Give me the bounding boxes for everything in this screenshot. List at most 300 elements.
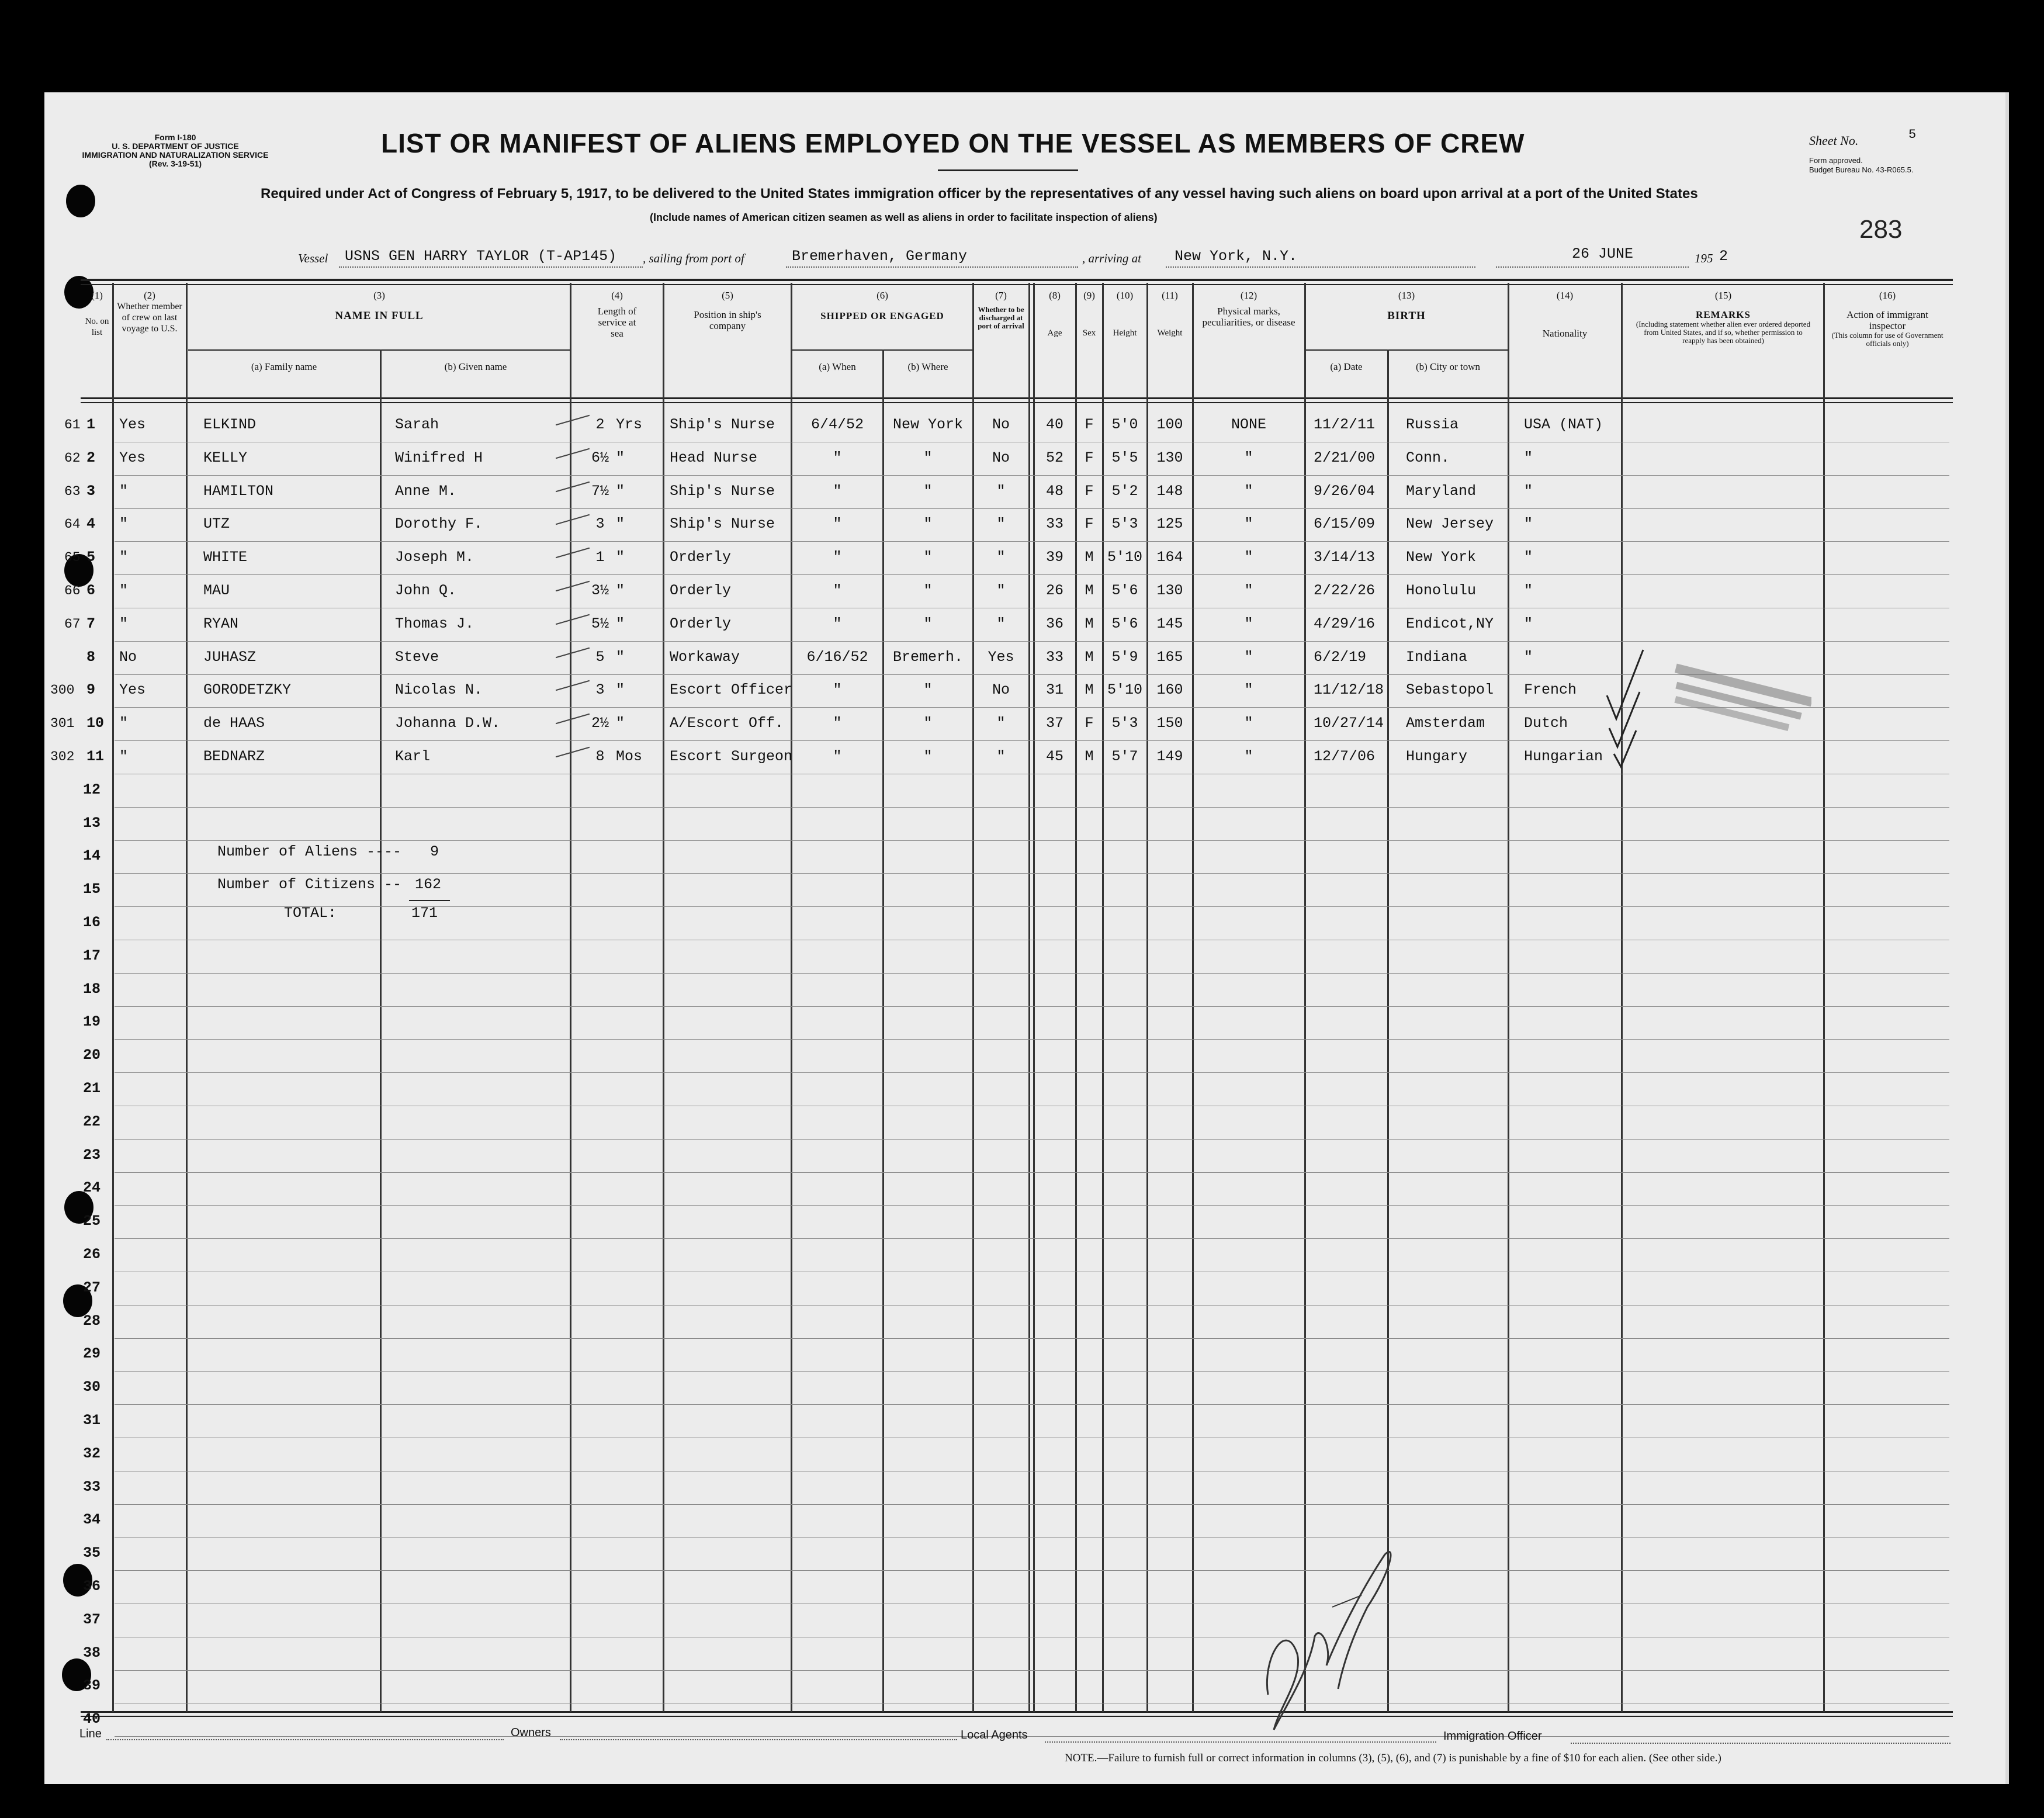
- physical-marks: ": [1244, 715, 1253, 732]
- birth-date: 11/2/11: [1314, 416, 1376, 433]
- margin-number: 62: [64, 451, 81, 466]
- shipped-when: ": [833, 582, 842, 599]
- row-number: 30: [83, 1379, 101, 1395]
- row-number: 21: [83, 1080, 101, 1097]
- row-number: 2: [86, 449, 96, 466]
- approval-text: Form approved.: [1809, 156, 1863, 165]
- nationality: ": [1524, 449, 1533, 466]
- row-number: 12: [83, 781, 101, 798]
- total-label: TOTAL:: [284, 905, 337, 922]
- row-number: 11: [86, 748, 105, 765]
- discharge: No: [992, 449, 1010, 466]
- row-number: 37: [83, 1611, 101, 1628]
- last-voyage: Yes: [119, 416, 146, 433]
- discharge: ": [996, 715, 1006, 732]
- service-unit: ": [616, 549, 625, 566]
- row-number: 38: [83, 1644, 101, 1661]
- age: 33: [1045, 649, 1063, 666]
- discharge: No: [992, 416, 1010, 433]
- service-name: IMMIGRATION AND NATURALIZATION SERVICE: [82, 150, 269, 160]
- margin-number: 64: [64, 517, 81, 532]
- discharge: ": [996, 515, 1006, 532]
- sheet-number: 5: [1908, 127, 1917, 142]
- shipped-when: ": [833, 681, 842, 698]
- service-length: 7½: [591, 483, 609, 500]
- family-name: MAU: [203, 582, 230, 599]
- footer-agents-label: Local Agents: [961, 1729, 1028, 1741]
- physical-marks: ": [1244, 681, 1253, 698]
- row-number: 18: [83, 981, 101, 998]
- header-bottom-rule: [81, 397, 1953, 399]
- given-name: Steve: [395, 649, 439, 666]
- footer-note: NOTE.—Failure to furnish full or correct information in columns (3), (5), (6), and (7) is punishable by a fine of $10 for each alien. (See other side.): [1065, 1752, 1721, 1764]
- physical-marks: ": [1244, 549, 1253, 566]
- birth-city: Endicot,NY: [1406, 615, 1494, 632]
- birth-city: Sebastopol: [1406, 681, 1494, 698]
- physical-marks: ": [1244, 748, 1253, 765]
- row-number: 9: [86, 681, 96, 698]
- row-rule: [115, 508, 1949, 509]
- col-11-header: (11) Weight: [1157, 290, 1183, 338]
- service-unit: Yrs: [616, 416, 643, 433]
- age: 36: [1045, 615, 1063, 632]
- row-number: 6: [86, 582, 96, 599]
- nationality: Dutch: [1524, 715, 1568, 732]
- signature-icon: [1245, 1519, 1420, 1753]
- col-2-header: (2) Whether member of crew on last voyage to U.S.: [117, 290, 182, 334]
- row-number: 14: [83, 847, 101, 864]
- nationality: ": [1524, 483, 1533, 500]
- shipped-when: ": [833, 483, 842, 500]
- shipped-where: ": [923, 483, 933, 500]
- weight: 100: [1156, 416, 1183, 433]
- nationality: ": [1524, 649, 1533, 666]
- margin-number: 61: [64, 417, 81, 432]
- service-unit: ": [616, 715, 625, 732]
- subtitle: Required under Act of Congress of February 5, 1917, to be delivered to the United States immigration officer by the representatives of any vessel having such aliens on board upon arrival at a port of the United States: [261, 186, 1698, 202]
- birth-date: 11/12/18: [1314, 681, 1384, 698]
- given-name: Nicolas N.: [395, 681, 483, 698]
- family-name: WHITE: [203, 549, 248, 566]
- subnote: (Include names of American citizen seamen as well as aliens in order to facilitate inspection of aliens): [650, 212, 1158, 223]
- row-rule: [115, 973, 1949, 974]
- service-unit: ": [616, 449, 625, 466]
- age: 52: [1045, 449, 1063, 466]
- col-6a-header: (a) When: [819, 361, 856, 372]
- table-top-rule: [81, 279, 1953, 281]
- col-10-header: (10) Height: [1113, 290, 1137, 338]
- discharge: ": [996, 549, 1006, 566]
- row-number: 26: [83, 1246, 101, 1263]
- nationality: French: [1524, 681, 1577, 698]
- col-8-header: (8) Age: [1047, 290, 1062, 338]
- arriving-port: New York, N.Y.: [1175, 248, 1298, 265]
- row-rule: [115, 906, 1949, 907]
- row-rule: [115, 1072, 1949, 1073]
- shipped-when: 6/4/52: [810, 416, 864, 433]
- row-rule: [115, 574, 1949, 575]
- family-name: de HAAS: [203, 715, 265, 732]
- shipped-where: Bremerh.: [892, 649, 964, 666]
- citizens-label: Number of Citizens --: [217, 876, 402, 893]
- position: Orderly: [670, 582, 732, 599]
- physical-marks: ": [1244, 615, 1253, 632]
- weight: 150: [1156, 715, 1183, 732]
- physical-marks: ": [1244, 483, 1253, 500]
- check-mark-icon: [1607, 650, 1643, 719]
- age: 45: [1045, 748, 1063, 765]
- birth-date: 12/7/06: [1314, 748, 1376, 765]
- service-length: 6½: [591, 449, 609, 466]
- service-length: 2: [595, 416, 605, 433]
- birth-city: Russia: [1406, 416, 1459, 433]
- age: 37: [1045, 715, 1063, 732]
- row-rule: [115, 873, 1949, 874]
- weight: 130: [1156, 449, 1183, 466]
- weight: 164: [1156, 549, 1183, 566]
- height: 5'9: [1111, 649, 1138, 666]
- birth-city: Honolulu: [1406, 582, 1477, 599]
- service-length: 2½: [591, 715, 609, 732]
- family-name: GORODETZKY: [203, 681, 292, 698]
- form-number: Form I-180: [154, 133, 196, 142]
- margin-number: 67: [64, 617, 81, 632]
- shipped-where: ": [923, 681, 933, 698]
- last-voyage: ": [119, 582, 129, 599]
- physical-marks: ": [1244, 582, 1253, 599]
- birth-date: 4/29/16: [1314, 615, 1376, 632]
- sex: F: [1085, 483, 1094, 500]
- citizens-count: 162: [415, 876, 442, 893]
- sex: M: [1085, 582, 1094, 599]
- department: U. S. DEPARTMENT OF JUSTICE: [112, 141, 239, 151]
- birth-date: 6/2/19: [1314, 649, 1367, 666]
- shipped-where: ": [923, 515, 933, 532]
- position: Escort Officer: [670, 681, 793, 698]
- service-length: 3½: [591, 582, 609, 599]
- total-count: 171: [411, 905, 438, 922]
- discharge: ": [996, 748, 1006, 765]
- height: 5'3: [1111, 715, 1138, 732]
- shipped-where: ": [923, 715, 933, 732]
- age: 26: [1045, 582, 1063, 599]
- col-16-header: (16) Action of immigrant inspector (This column for use of Government officials only): [1831, 290, 1943, 348]
- service-unit: ": [616, 615, 625, 632]
- given-name: Karl: [395, 748, 431, 765]
- last-voyage: ": [119, 515, 129, 532]
- shipped-where: ": [923, 582, 933, 599]
- last-voyage: Yes: [119, 449, 146, 466]
- weight: 165: [1156, 649, 1183, 666]
- position: Ship's Nurse: [670, 416, 775, 433]
- discharge: No: [992, 681, 1010, 698]
- position: A/Escort Off.: [670, 715, 784, 732]
- row-number: 39: [83, 1677, 101, 1694]
- position: Workaway: [670, 649, 740, 666]
- revision: (Rev. 3-19-51): [148, 159, 202, 168]
- height: 5'0: [1111, 416, 1138, 433]
- given-name: Sarah: [395, 416, 439, 433]
- service-unit: ": [616, 681, 625, 698]
- physical-marks: ": [1244, 649, 1253, 666]
- physical-marks: NONE: [1231, 416, 1266, 433]
- col-9-header: (9) Sex: [1082, 290, 1096, 338]
- position: Escort Surgeon: [670, 748, 793, 765]
- row-number: 4: [86, 515, 96, 532]
- birth-date: 6/15/09: [1314, 515, 1376, 532]
- col-3b-header: (b) Given name: [444, 361, 507, 372]
- col-13a-header: (a) Date: [1330, 361, 1363, 372]
- row-number: 10: [86, 715, 105, 732]
- row-number: 13: [83, 815, 101, 832]
- position: Ship's Nurse: [670, 515, 775, 532]
- last-voyage: ": [119, 615, 129, 632]
- birth-city: Indiana: [1406, 649, 1468, 666]
- height: 5'2: [1111, 483, 1138, 500]
- row-number: 32: [83, 1445, 101, 1462]
- col-5-header: (5) Position in ship's company: [694, 290, 761, 331]
- sailing-label: , sailing from port of: [643, 251, 744, 265]
- footer-owners-label: Owners: [511, 1726, 551, 1739]
- aliens-count: 9: [430, 843, 439, 860]
- row-number: 22: [83, 1113, 101, 1130]
- nationality: ": [1524, 582, 1533, 599]
- row-rule: [115, 1404, 1949, 1405]
- row-rule: [115, 1139, 1949, 1140]
- margin-number: 300: [50, 683, 75, 698]
- row-rule: [115, 1570, 1949, 1571]
- family-name: BEDNARZ: [203, 748, 265, 765]
- shipped-where: New York: [892, 416, 964, 433]
- given-name: Joseph M.: [395, 549, 474, 566]
- age: 40: [1045, 416, 1063, 433]
- birth-city: Hungary: [1406, 748, 1468, 765]
- height: 5'5: [1111, 449, 1138, 466]
- row-number: 31: [83, 1412, 101, 1429]
- birth-date: 10/27/14: [1314, 715, 1384, 732]
- family-name: RYAN: [203, 615, 239, 632]
- height: 5'6: [1111, 615, 1138, 632]
- weight: 130: [1156, 582, 1183, 599]
- col-6b-header: (b) Where: [907, 361, 948, 372]
- row-rule: [115, 1305, 1949, 1306]
- age: 31: [1045, 681, 1063, 698]
- service-unit: Mos: [616, 748, 643, 765]
- shipped-where: ": [923, 549, 933, 566]
- row-rule: [115, 1338, 1949, 1339]
- footer-line-label: Line: [79, 1727, 102, 1740]
- sailing-port: Bremerhaven, Germany: [792, 248, 968, 265]
- given-name: Thomas J.: [395, 615, 474, 632]
- position: Orderly: [670, 615, 732, 632]
- margin-number: 301: [50, 716, 75, 731]
- col-13b-header: (b) City or town: [1415, 361, 1481, 372]
- service-unit: ": [616, 649, 625, 666]
- margin-number: 66: [64, 583, 81, 598]
- row-rule: [115, 1371, 1949, 1372]
- table-bottom-rule: [81, 1711, 1953, 1713]
- birth-city: Maryland: [1406, 483, 1477, 500]
- family-name: JUHASZ: [203, 649, 257, 666]
- col-1-header: (1) No. on list: [85, 290, 109, 337]
- birth-city: Amsterdam: [1406, 715, 1485, 732]
- row-rule: [115, 1172, 1949, 1173]
- row-number: 8: [86, 649, 96, 666]
- sex: M: [1085, 681, 1094, 698]
- weight: 145: [1156, 615, 1183, 632]
- margin-number: 302: [50, 749, 75, 764]
- shipped-when: ": [833, 715, 842, 732]
- service-length: 3: [595, 515, 605, 532]
- given-name: Dorothy F.: [395, 515, 483, 532]
- birth-city: New York: [1406, 549, 1477, 566]
- vessel-name: USNS GEN HARRY TAYLOR (T-AP145): [345, 248, 617, 265]
- row-number: 35: [83, 1545, 101, 1561]
- position: Ship's Nurse: [670, 483, 775, 500]
- row-number: 27: [83, 1279, 101, 1296]
- col-4-header: (4) Length of service at sea: [597, 290, 637, 339]
- nationality: USA (NAT): [1524, 416, 1603, 433]
- service-length: 5: [595, 649, 605, 666]
- aliens-label: Number of Aliens ----: [217, 843, 402, 860]
- service-length: 5½: [591, 615, 609, 632]
- row-number: 3: [86, 483, 96, 500]
- birth-city: New Jersey: [1406, 515, 1494, 532]
- birth-date: 3/14/13: [1314, 549, 1376, 566]
- family-name: KELLY: [203, 449, 248, 466]
- punch-hole: [66, 185, 95, 217]
- row-rule: [115, 807, 1949, 808]
- row-number: 17: [83, 947, 101, 964]
- nationality: ": [1524, 515, 1533, 532]
- col-14-header: (14) Nationality: [1542, 290, 1588, 339]
- sex: F: [1085, 416, 1094, 433]
- nationality: ": [1524, 615, 1533, 632]
- height: 5'10: [1107, 681, 1142, 698]
- row-number: 25: [83, 1213, 101, 1230]
- title-underline: [938, 169, 1078, 171]
- last-voyage: No: [119, 649, 137, 666]
- given-name: Winifred H: [395, 449, 483, 466]
- age: 48: [1045, 483, 1063, 500]
- discharge: ": [996, 615, 1006, 632]
- height: 5'3: [1111, 515, 1138, 532]
- given-name: John Q.: [395, 582, 457, 599]
- age: 39: [1045, 549, 1063, 566]
- family-name: UTZ: [203, 515, 230, 532]
- weight: 125: [1156, 515, 1183, 532]
- sex: M: [1085, 649, 1094, 666]
- row-rule: [115, 475, 1949, 476]
- last-voyage: ": [119, 748, 129, 765]
- margin-number: 63: [64, 484, 81, 499]
- physical-marks: ": [1244, 449, 1253, 466]
- arrival-date: 26 JUNE: [1572, 245, 1634, 262]
- archive-number: 283: [1859, 215, 1903, 244]
- row-rule: [115, 1006, 1949, 1007]
- last-voyage: ": [119, 549, 129, 566]
- shipped-where: ": [923, 449, 933, 466]
- col-3a-header: (a) Family name: [251, 361, 317, 372]
- row-number: 36: [83, 1578, 101, 1595]
- sex: F: [1085, 449, 1094, 466]
- last-voyage: Yes: [119, 681, 146, 698]
- vessel-label: Vessel: [298, 251, 328, 265]
- row-number: 29: [83, 1345, 101, 1362]
- col-6-header: (6) SHIPPED OR ENGAGED: [820, 290, 944, 321]
- sex: F: [1085, 515, 1094, 532]
- age: 33: [1045, 515, 1063, 532]
- review-marks: [1601, 643, 1811, 795]
- footer-officer-label: Immigration Officer: [1443, 1730, 1542, 1743]
- service-unit: ": [616, 582, 625, 599]
- page-title: LIST OR MANIFEST OF ALIENS EMPLOYED ON THE VESSEL AS MEMBERS OF CREW: [381, 128, 1525, 158]
- shipped-when: ": [833, 449, 842, 466]
- given-name: Anne M.: [395, 483, 457, 500]
- last-voyage: ": [119, 483, 129, 500]
- row-rule: [115, 1039, 1949, 1040]
- budget-number: Budget Bureau No. 43-R065.5.: [1809, 165, 1914, 174]
- height: 5'10: [1107, 549, 1142, 566]
- arriving-label: , arriving at: [1082, 251, 1141, 265]
- sex: M: [1085, 549, 1094, 566]
- shipped-when: ": [833, 615, 842, 632]
- discharge: Yes: [988, 649, 1014, 666]
- row-rule: [115, 840, 1949, 841]
- year-suffix: 2: [1719, 248, 1728, 265]
- row-number: 5: [86, 549, 96, 566]
- height: 5'7: [1111, 748, 1138, 765]
- nationality: Hungarian: [1524, 748, 1603, 765]
- family-name: ELKIND: [203, 416, 257, 433]
- col-12-header: (12) Physical marks, peculiarities, or disease: [1202, 290, 1295, 328]
- col-13-header: (13) BIRTH: [1387, 290, 1426, 322]
- year-prefix: 195: [1695, 251, 1713, 265]
- shipped-where: ": [923, 748, 933, 765]
- service-length: 3: [595, 681, 605, 698]
- row-number: 28: [83, 1313, 101, 1329]
- service-length: 1: [595, 549, 605, 566]
- birth-date: 2/21/00: [1314, 449, 1376, 466]
- row-number: 15: [83, 881, 101, 898]
- row-rule: [115, 1205, 1949, 1206]
- shipped-when: ": [833, 748, 842, 765]
- row-number: 7: [86, 615, 96, 632]
- height: 5'6: [1111, 582, 1138, 599]
- nationality: ": [1524, 549, 1533, 566]
- weight: 160: [1156, 681, 1183, 698]
- row-number: 23: [83, 1147, 101, 1163]
- service-unit: ": [616, 483, 625, 500]
- row-number: 20: [83, 1047, 101, 1064]
- row-number: 40: [83, 1710, 101, 1727]
- row-number: 33: [83, 1478, 101, 1495]
- discharge: ": [996, 483, 1006, 500]
- admission-stamp-icon: [1668, 664, 1811, 735]
- physical-marks: ": [1244, 515, 1253, 532]
- form-identifier: [76, 133, 275, 168]
- row-number: 24: [83, 1179, 101, 1196]
- row-number: 19: [83, 1013, 101, 1030]
- service-length: 8: [595, 748, 605, 765]
- row-rule: [115, 1670, 1949, 1671]
- position: Head Nurse: [670, 449, 758, 466]
- shipped-when: ": [833, 549, 842, 566]
- margin-number: 65: [64, 550, 81, 565]
- col-3-header: (3) NAME IN FULL: [335, 290, 424, 322]
- sex: M: [1085, 748, 1094, 765]
- manifest-page: [44, 92, 2009, 1784]
